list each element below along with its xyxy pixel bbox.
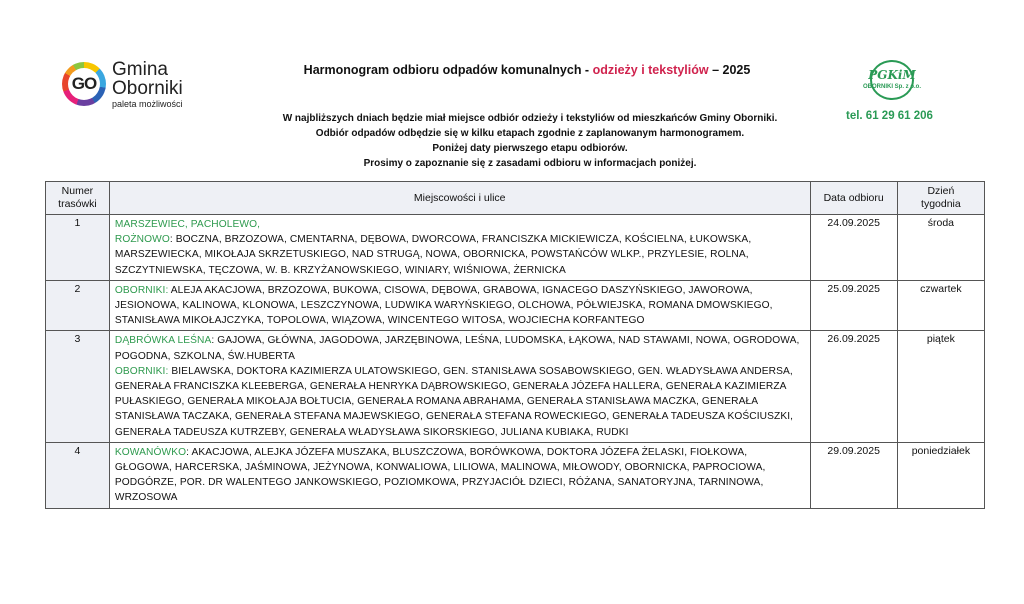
pgkim-logo-sub: OBORNIKI Sp. z o.o.: [863, 84, 921, 90]
place-name: ROŻNOWO: [114, 234, 170, 246]
intro-line: Prosimy o zapoznanie się z zasadami odbioru w informacjach poniżej.: [363, 158, 697, 169]
header-route-line2: trasówki: [58, 198, 97, 210]
pickup-date: 25.09.2025: [810, 280, 897, 331]
place-name: KOWANÓWKO: [114, 446, 187, 458]
title-prefix: Harmonogram odbioru odpadów komunalnych -: [303, 63, 593, 77]
schedule-table: [45, 181, 985, 509]
streets-cell: [109, 280, 810, 331]
place-name: MARSZEWIEC, PACHOLEWO,: [114, 219, 261, 230]
streets-cell: [109, 215, 810, 281]
pgkim-logo-mark: PGKiM: [868, 68, 916, 82]
table-row: [46, 280, 985, 331]
table-header-row: [46, 182, 985, 215]
route-number: 2: [46, 280, 110, 331]
place-name: DĄBRÓWKA LEŚNA: [114, 335, 212, 347]
route-number: 3: [46, 331, 110, 442]
header-day: [897, 182, 984, 215]
header-route: [46, 182, 110, 215]
phone-number: tel. 61 29 61 206: [846, 110, 933, 122]
place-name: OBORNIKI:: [114, 365, 169, 377]
route-number: 4: [46, 442, 110, 508]
go-logo-mark: GO: [68, 68, 100, 100]
logo-tagline: paleta możliwości: [112, 99, 183, 109]
header-day-line1: Dzień: [927, 185, 955, 197]
pgkim-logo-icon: [862, 60, 922, 104]
weekday: poniedziałek: [897, 442, 984, 508]
place-name: OBORNIKI:: [114, 284, 169, 296]
header-day-line2: tygodnia: [921, 198, 961, 210]
intro-line: W najbliższych dniach będzie miał miejsce odbiór odzieży i tekstyliów od mieszkańców Gminy Oborniki.: [282, 113, 778, 124]
weekday: środa: [897, 215, 984, 281]
street-list: BIELAWSKA, DOKTORA KAZIMIERZA ULATOWSKIEGO, GEN. STANISŁAWA SOSABOWSKIEGO, GEN. WŁADYSŁAWA ANDERSA, GENERAŁA FRANCISZKA KLEEBERGA, GENERAŁA HENRYKA DĄBROWSKIEGO, GENERAŁA JÓZEFA HALLERA, GENERAŁA KAZIMIERZA PUŁASKIEGO, GENERAŁA MIKOŁAJA BOŁTUCIA, GENERAŁA ROMANA ABRAHAMA, GENERAŁA STANISŁAWA MACZKA, GENERAŁA STANISŁAWA TACZAKA, GENERAŁA STEFANA MAJEWSKIEGO, GENERAŁA STEFANA ROWECKIEGO, GENERAŁA TADEUSZA KOŚCIUSZKI, GENERAŁA TADEUSZA KUTRZEBY, GENERAŁA WŁADYSŁAWA SIKORSKIEGO, JULIANA KUBIAKA, RUDKI: [114, 365, 794, 438]
header-route-line1: Numer: [61, 185, 94, 197]
intro-line: Poniżej daty pierwszego etapu odbiorów.: [432, 143, 628, 154]
weekday: czwartek: [897, 280, 984, 331]
weekday: piątek: [897, 331, 984, 442]
table-row: [46, 215, 985, 281]
title-suffix: – 2025: [708, 63, 751, 77]
header-streets: Miejscowości i ulice: [109, 182, 810, 215]
street-list: : AKACJOWA, ALEJKA JÓZEFA MUSZAKA, BLUSZCZOWA, BORÓWKOWA, DOKTORA JÓZEFA ŻELASKI, FIOŁKOWA, GŁOGOWA, HARCERSKA, JAŚMINOWA, JEŻYNOWA, KONWALIOWA, LILIOWA, MALINOWA, MIŁOWODY, OBORNICKA, PAPROCIOWA, PODGÓRZE, POR. DR WALENTEGO JANKOWSKIEGO, POZIOMKOWA, PRZYJACIÓŁ DZIECI, RÓŻANA, SANATORYJNA, TARNINOWA, WRZOSOWA: [114, 446, 766, 504]
table-row: [46, 442, 985, 508]
header-date: Data odbioru: [810, 182, 897, 215]
title-accent: odzieży i tekstyliów: [592, 63, 709, 77]
streets-cell: [109, 442, 810, 508]
pickup-date: 26.09.2025: [810, 331, 897, 442]
street-list: : GAJOWA, GŁÓWNA, JAGODOWA, JARZĘBINOWA, LEŚNA, LUDOMSKA, ŁĄKOWA, NAD STAWAMI, NOWA, OGRODOWA, POGODNA, SZKOLNA, ŚW.HUBERTA: [114, 335, 800, 362]
logo-line1: Gmina: [112, 59, 168, 80]
intro-line: Odbiór odpadów odbędzie się w kilku etapach zgodnie z zaplanowanym harmonogramem.: [315, 128, 745, 139]
pickup-date: 24.09.2025: [810, 215, 897, 281]
street-list: : BOCZNA, BRZOZOWA, CMENTARNA, DĘBOWA, DWORCOWA, FRANCISZKA MICKIEWICZA, KOŚCIELNA, ŁUKOWSKA, MARSZEWIECKA, MIKOŁAJA SKRZETUSKIEGO, NAD STRUGĄ, NOWA, OBORNICKA, POWSTAŃCÓW WLKP., PRZYLESIE, ROLNA, SZCZYTNIEWSKA, TĘCZOWA, W. B. KRZYŻANOWSKIEGO, WINIARY, WIŚNIOWA, ŻERNICKA: [114, 234, 752, 276]
pickup-date: 29.09.2025: [810, 442, 897, 508]
street-list: ALEJA AKACJOWA, BRZOZOWA, BUKOWA, CISOWA, DĘBOWA, GRABOWA, IGNACEGO DASZYŃSKIEGO, JAWOROWA, JESIONOWA, KALINOWA, KLONOWA, LESZCZYNOWA, LUDWIKA WARYŃSKIEGO, OLCHOWA, PÓŁWIEJSKA, ROMANA DMOWSKIEGO, STANISŁAWA MIKOŁAJCZYKA, TOPOLOWA, WIĄZOWA, WINCENTEGO WITOSA, WOJCIECHA KORFANTEGO: [114, 284, 773, 327]
intro-text: [240, 111, 820, 171]
logo-line2: Oborniki: [112, 78, 183, 99]
table-row: [46, 331, 985, 442]
streets-cell: [109, 331, 810, 442]
route-number: 1: [46, 215, 110, 281]
